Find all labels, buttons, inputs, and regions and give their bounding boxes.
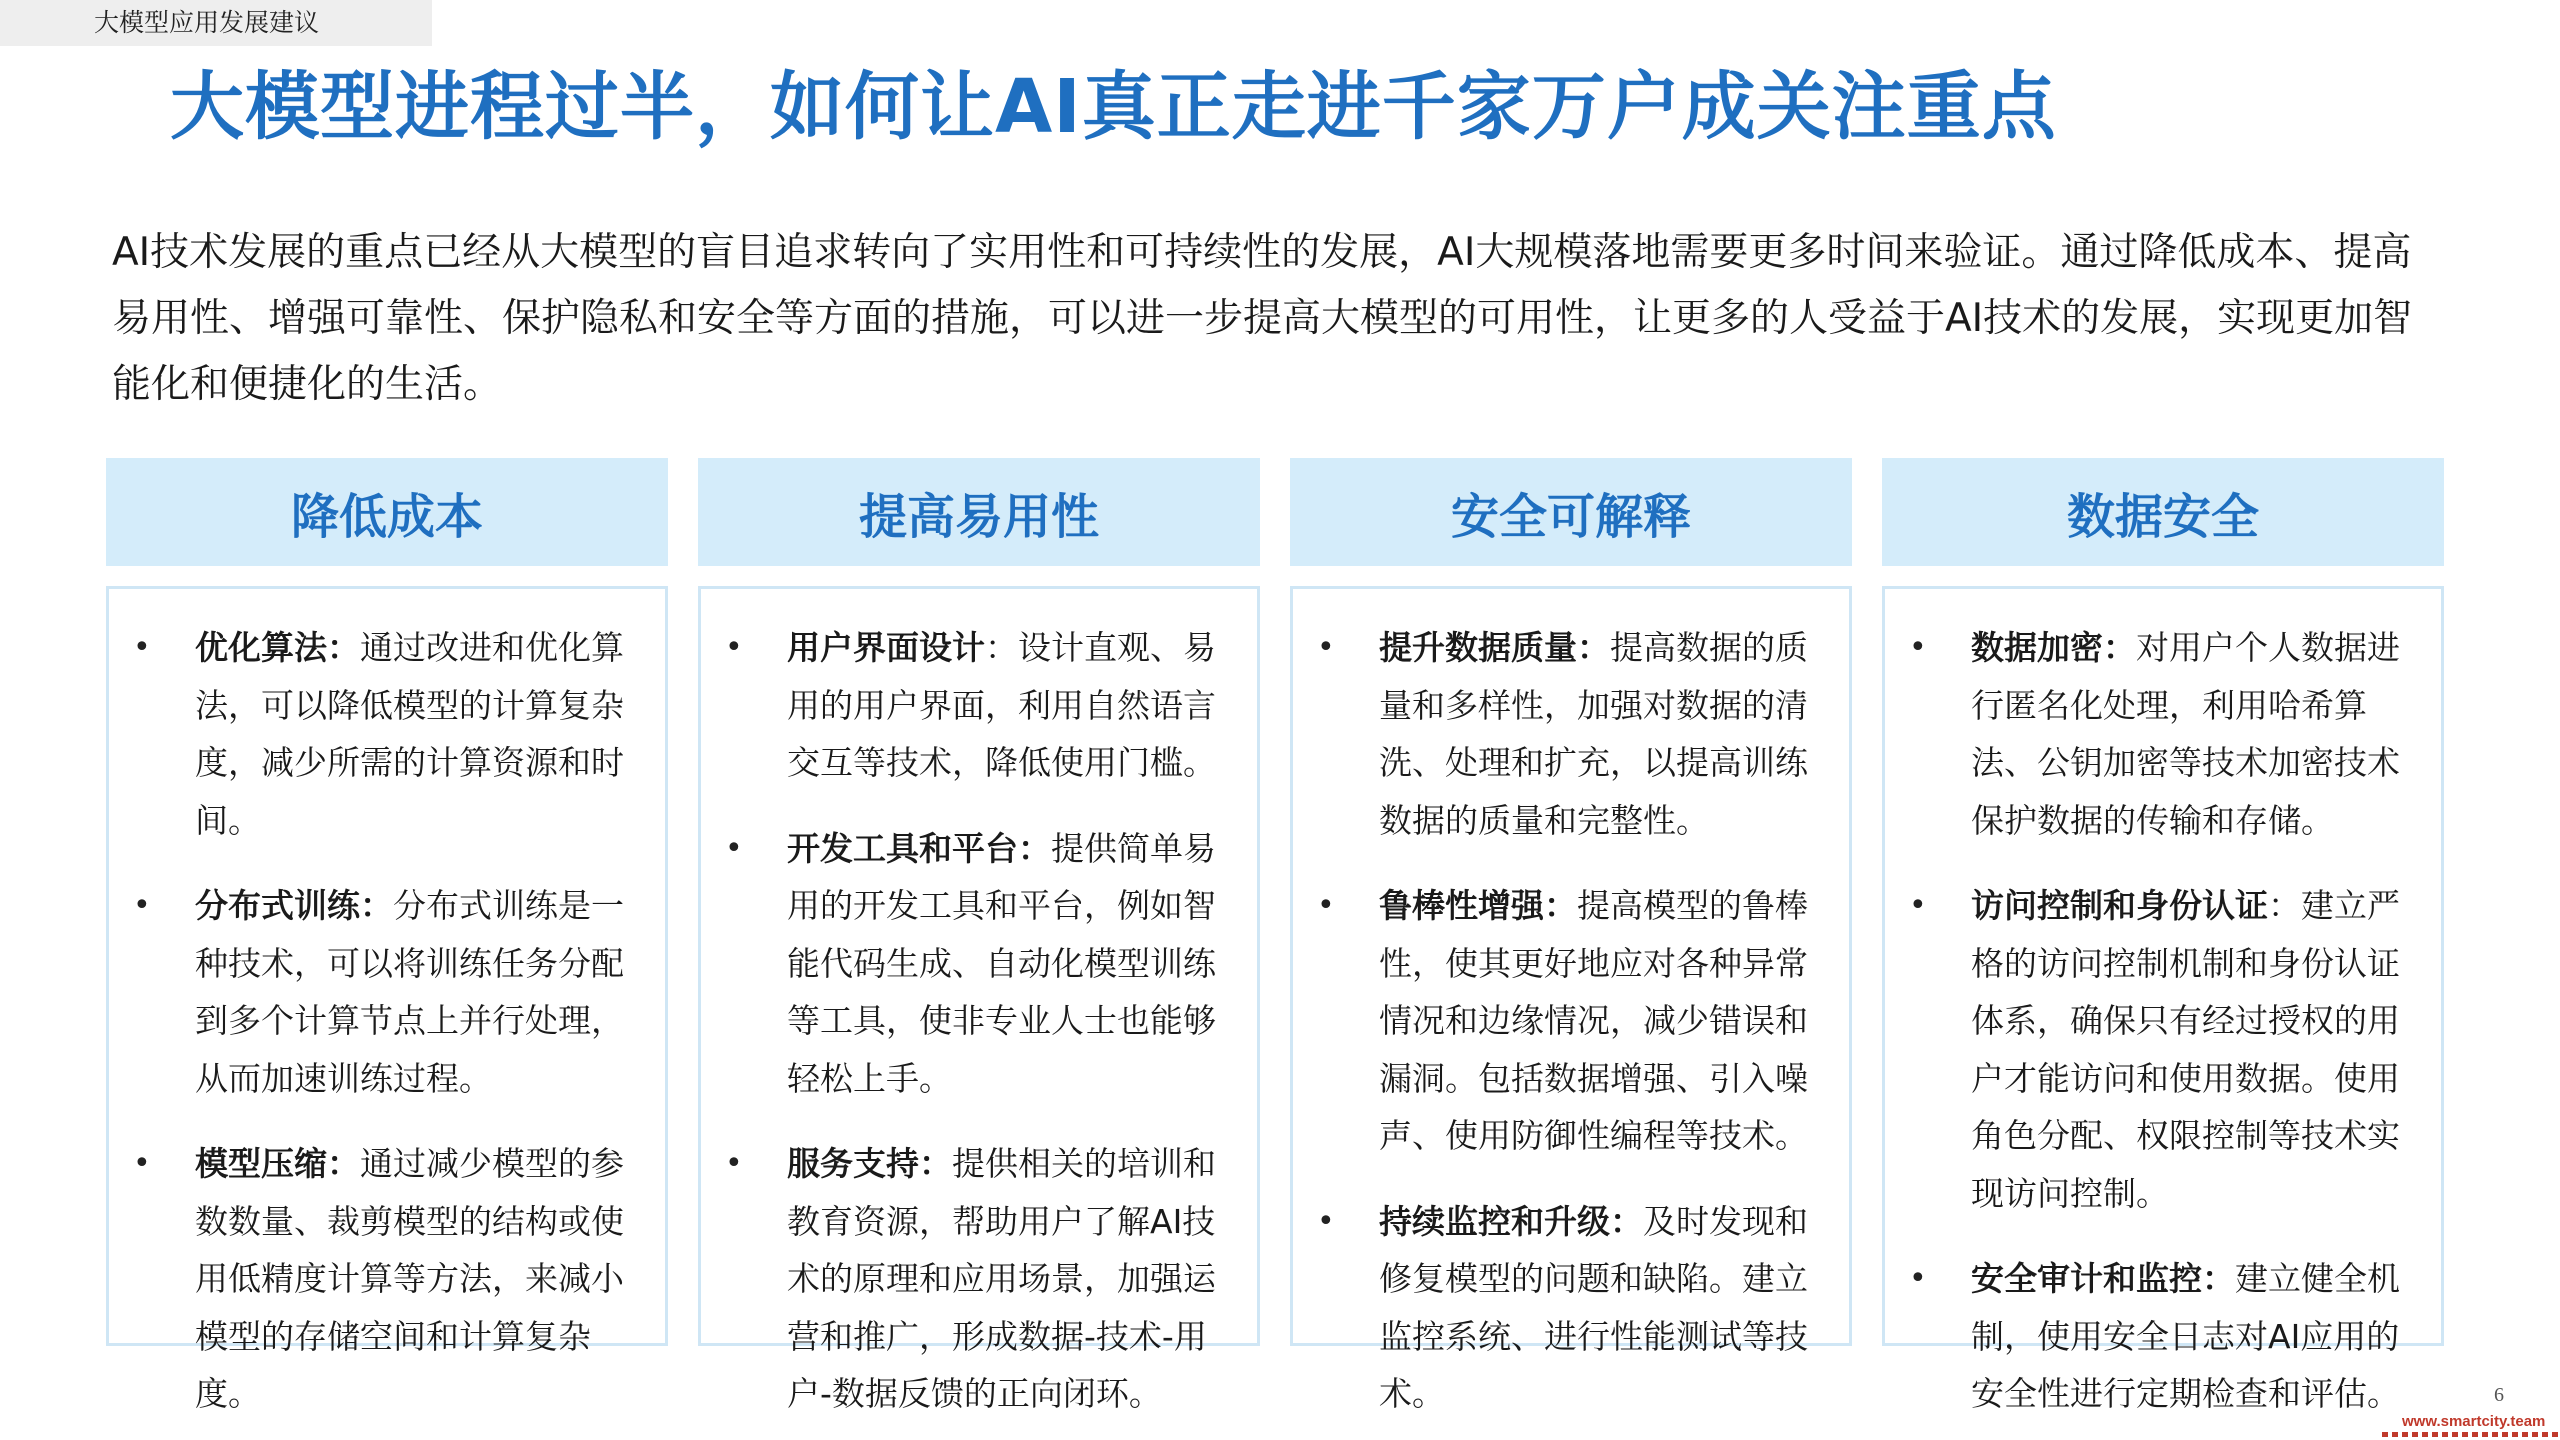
item-title: 优化算法： bbox=[195, 628, 360, 667]
item-title: 服务支持： bbox=[787, 1144, 952, 1183]
column-explainability bbox=[1290, 458, 1852, 1413]
column-body bbox=[1290, 586, 1852, 1413]
bullet-icon: • bbox=[1317, 630, 1335, 665]
list-item bbox=[725, 1135, 1237, 1423]
bullet-icon: • bbox=[725, 1146, 743, 1181]
item-title: 持续监控和升级： bbox=[1379, 1201, 1643, 1241]
column-header: 安全可解释 bbox=[1290, 458, 1852, 566]
column-header: 降低成本 bbox=[106, 458, 668, 566]
bullet-icon: • bbox=[133, 888, 151, 923]
list-item bbox=[1909, 1250, 2421, 1423]
list-item bbox=[1909, 619, 2421, 849]
bullet-icon: • bbox=[725, 630, 743, 665]
decorative-divider bbox=[2382, 1432, 2560, 1437]
column-body bbox=[698, 586, 1260, 1413]
item-title: 用户界面设计 bbox=[787, 628, 985, 667]
item-text: 提供简单易用的开发工具和平台，例如智能代码生成、自动化模型训练等工具，使非专业人士也能够轻松上手。 bbox=[787, 828, 1216, 1098]
section-tag: 大模型应用发展建议 bbox=[0, 0, 432, 46]
item-text: 对用户个人数据进行匿名化处理，利用哈希算法、公钥加密等技术加密技术保护数据的传输和存储。 bbox=[1971, 628, 2400, 840]
item-text: 通过改进和优化算法，可以降低模型的计算复杂度，减少所需的计算资源和时间。 bbox=[195, 628, 624, 840]
item-text: 提供相关的培训和教育资源，帮助用户了解AI技术的原理和应用场景，加强运营和推广，形成数据-技术-用户-数据反馈的正向闭环。 bbox=[787, 1144, 1216, 1413]
item-title: 访问控制和身份认证 bbox=[1971, 886, 2268, 925]
item-text: 分布式训练是一种技术，可以将训练任务分配到多个计算节点上并行处理，从而加速训练过程。 bbox=[195, 886, 624, 1098]
item-title: 分布式训练： bbox=[195, 886, 393, 925]
page-number: 6 bbox=[2494, 1384, 2504, 1406]
item-text: 建立健全机制，使用安全日志对AI应用的安全性进行定期检查和评估。 bbox=[1971, 1259, 2400, 1413]
column-body bbox=[106, 586, 668, 1413]
item-title: 数据加密： bbox=[1971, 628, 2136, 667]
item-text: 及时发现和修复模型的问题和缺陷。建立监控系统、进行性能测试等技术。 bbox=[1379, 1201, 1808, 1413]
item-title: 安全审计和监控： bbox=[1971, 1259, 2235, 1298]
bullet-icon: • bbox=[133, 630, 151, 665]
list-item bbox=[725, 619, 1237, 792]
list-item bbox=[133, 619, 645, 849]
item-title: 鲁棒性增强： bbox=[1379, 886, 1577, 925]
list-item bbox=[133, 877, 645, 1107]
list-item bbox=[1909, 877, 2421, 1222]
column-usability bbox=[698, 458, 1260, 1413]
page-title: 大模型进程过半，如何让AI真正走进千家万户成关注重点 bbox=[170, 64, 2057, 150]
column-header: 提高易用性 bbox=[698, 458, 1260, 566]
watermark: www.smartcity.team bbox=[2402, 1413, 2546, 1430]
item-text: 通过减少模型的参数数量、裁剪模型的结构或使用低精度计算等方法，来减小模型的存储空间和计算复杂度。 bbox=[195, 1144, 624, 1413]
bullet-icon: • bbox=[133, 1146, 151, 1181]
item-text: ：建立严格的访问控制机制和身份认证体系，确保只有经过授权的用户才能访问和使用数据。使用角色分配、权限控制等技术实现访问控制。 bbox=[1971, 886, 2400, 1213]
item-text: ：设计直观、易用的用户界面，利用自然语言交互等技术，降低使用门槛。 bbox=[787, 628, 1216, 782]
column-body bbox=[1882, 586, 2444, 1413]
list-item bbox=[1317, 619, 1829, 849]
item-text: 提高模型的鲁棒性，使其更好地应对各种异常情况和边缘情况，减少错误和漏洞。包括数据增强、引入噪声、使用防御性编程等技术。 bbox=[1379, 886, 1808, 1155]
bullet-icon: • bbox=[1909, 888, 1927, 923]
list-item bbox=[725, 820, 1237, 1108]
column-header: 数据安全 bbox=[1882, 458, 2444, 566]
bullet-icon: • bbox=[725, 830, 743, 866]
bullet-icon: • bbox=[1317, 888, 1335, 923]
item-title: 开发工具和平台： bbox=[787, 828, 1051, 868]
item-text: 提高数据的质量和多样性，加强对数据的清洗、处理和扩充，以提高训练数据的质量和完整性。 bbox=[1379, 628, 1808, 840]
bullet-icon: • bbox=[1909, 1261, 1927, 1296]
item-title: 提升数据质量： bbox=[1379, 628, 1610, 667]
column-data-security bbox=[1882, 458, 2444, 1413]
bullet-icon: • bbox=[1317, 1203, 1335, 1239]
bullet-icon: • bbox=[1909, 630, 1927, 665]
column-cost-reduction bbox=[106, 458, 668, 1413]
intro-paragraph: AI技术发展的重点已经从大模型的盲目追求转向了实用性和可持续性的发展，AI大规模落地需要更多时间来验证。通过降低成本、提高易用性、增强可靠性、保护隐私和安全等方面的措施，可以进一步提高大模型的可用性，让更多的人受益于AI技术的发展，实现更加智能化和便捷化的生活。 bbox=[112, 230, 2413, 407]
list-item bbox=[1317, 877, 1829, 1165]
list-item bbox=[133, 1135, 645, 1423]
item-title: 模型压缩： bbox=[195, 1144, 360, 1183]
list-item bbox=[1317, 1193, 1829, 1423]
